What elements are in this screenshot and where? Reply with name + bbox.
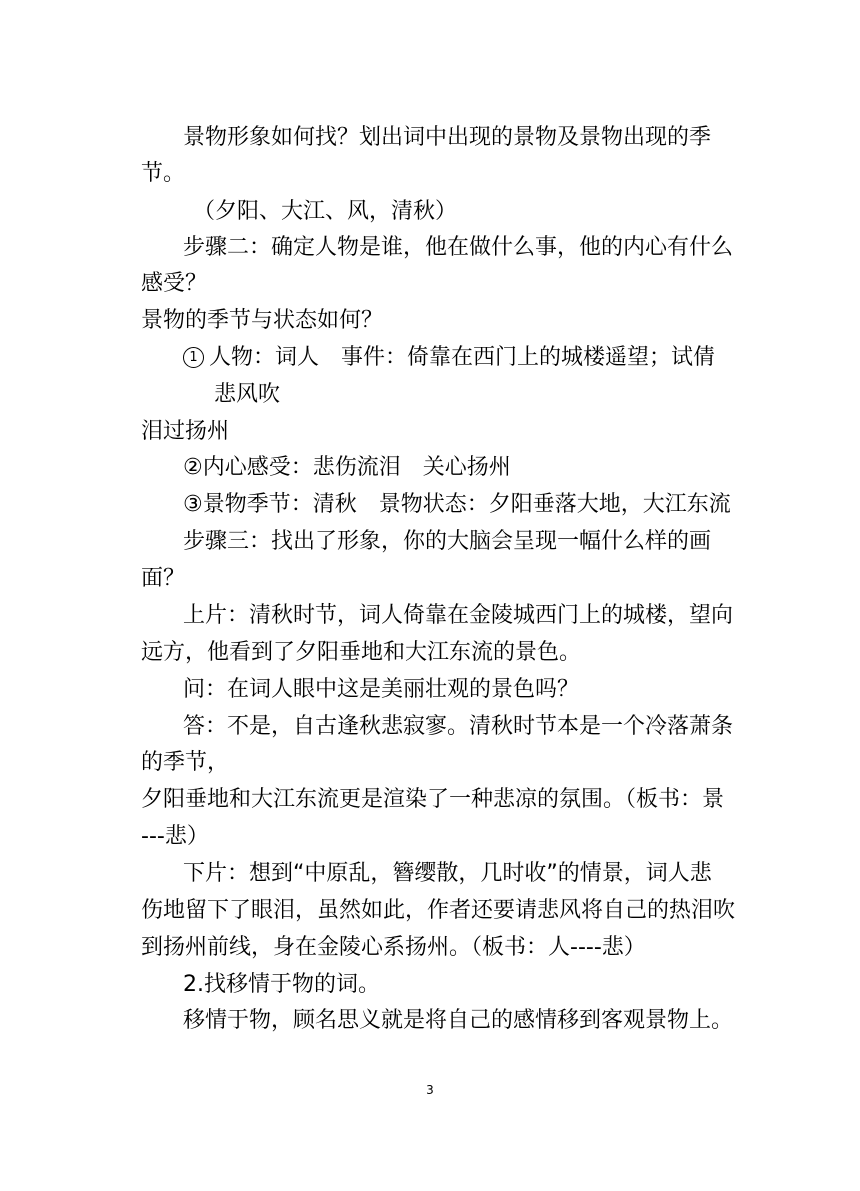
text-line-24: 2.找移情于物的词。 (183, 972, 380, 997)
text-line-4: 步骤二：确定人物是谁，他在做什么事，他的内心有什么 (183, 235, 734, 260)
text-line-13: 面？ (141, 566, 186, 591)
text-line-23: 到扬州前线，身在金陵心系扬州。（板书：人----悲） (141, 935, 646, 960)
page-number: 3 (426, 1083, 434, 1097)
text-line-16: 问：在词人眼中这是美丽壮观的景色吗？ (183, 677, 580, 702)
text-line-9: 泪过扬州 (141, 419, 230, 444)
text-line-10: ②内心感受：悲伤流泪 关心扬州 (183, 455, 511, 480)
text-line-22: 伤地留下了眼泪，虽然如此，作者还要请悲风将自己的热泪吹 (141, 898, 736, 923)
text-line-14: 上片：清秋时节，词人倚靠在金陵城西门上的城楼，望向 (183, 603, 734, 628)
text-line-20: ---悲） (141, 824, 209, 849)
text-line-18: 的季节， (141, 750, 230, 775)
text-line-25: 移情于物，顾名思义就是将自己的感情移到客观景物上。 (183, 1008, 734, 1033)
text-line-8: 悲风吹 (214, 382, 281, 407)
text-line-11: ③景物季节：清秋 景物状态：夕阳垂落大地，大江东流 (183, 492, 731, 517)
text-line-19: 夕阳垂地和大江东流更是渲染了一种悲凉的氛围。（板书：景 (141, 787, 725, 812)
text-line-3: （夕阳、大江、风，清秋） (193, 199, 458, 224)
text-line-6: 景物的季节与状态如何？ (141, 308, 384, 333)
text-line-21: 下片：想到“中原乱，簪缨散，几时收”的情景，词人悲 (183, 861, 712, 886)
text-line-15: 远方，他看到了夕阳垂地和大江东流的景色。 (141, 640, 582, 665)
text-line-17: 答：不是，自古逢秋悲寂寥。清秋时节本是一个冷落萧条 (183, 714, 734, 739)
text-line-2: 节。 (141, 161, 186, 186)
text-line-5: 感受？ (141, 271, 208, 296)
text-line-1: 景物形象如何找？划出词中出现的景物及景物出现的季 (183, 125, 712, 150)
list-item-1 (183, 343, 715, 373)
list-item-1-text: 人物：词人 事件：倚靠在西门上的城楼遥望；试倩 (209, 345, 716, 370)
text-line-12: 步骤三：找出了形象，你的大脑会呈现一幅什么样的画 (183, 529, 712, 554)
circled-number-marker: 1 (183, 347, 204, 368)
